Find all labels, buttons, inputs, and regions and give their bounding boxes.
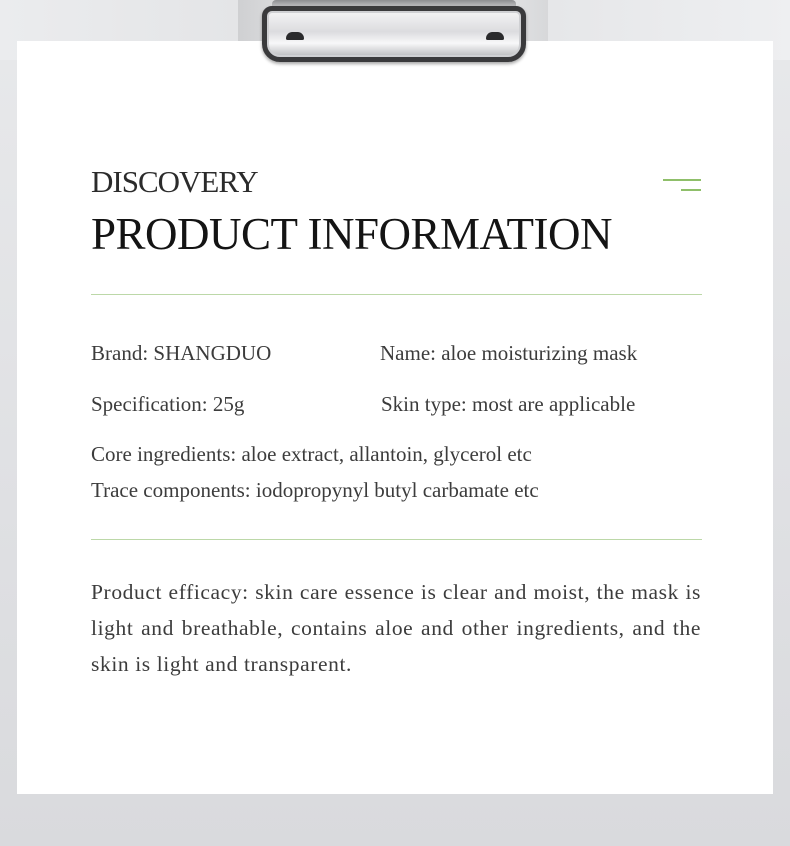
- section-kicker: DISCOVERY: [91, 164, 258, 199]
- name-text: Name: aloe moisturizing mask: [380, 341, 638, 365]
- brand-text: Brand: SHANGDUO: [91, 341, 272, 365]
- skin-type-text: Skin type: most are applicable: [381, 392, 636, 416]
- core-ingredients-text: Core ingredients: aloe extract, allantoin, glycerol etc: [91, 442, 532, 466]
- divider-bottom: [91, 539, 702, 540]
- clip-hole-left: [286, 32, 304, 40]
- clipboard-clip: [262, 0, 530, 68]
- divider-top: [91, 294, 702, 295]
- specification-text: Specification: 25g: [91, 392, 245, 416]
- menu-line-long: [663, 179, 701, 181]
- clip-hole-right: [486, 32, 504, 40]
- page-title: PRODUCT INFORMATION: [91, 209, 612, 259]
- trace-components-text: Trace components: iodopropynyl butyl carbamate etc: [91, 478, 539, 502]
- menu-icon[interactable]: [663, 177, 701, 193]
- efficacy-paragraph: Product efficacy: skin care essence is clear and moist, the mask is light and breathable, contains aloe and other ingredients, and the skin is light and transparent.: [91, 580, 701, 676]
- menu-line-short: [681, 189, 701, 191]
